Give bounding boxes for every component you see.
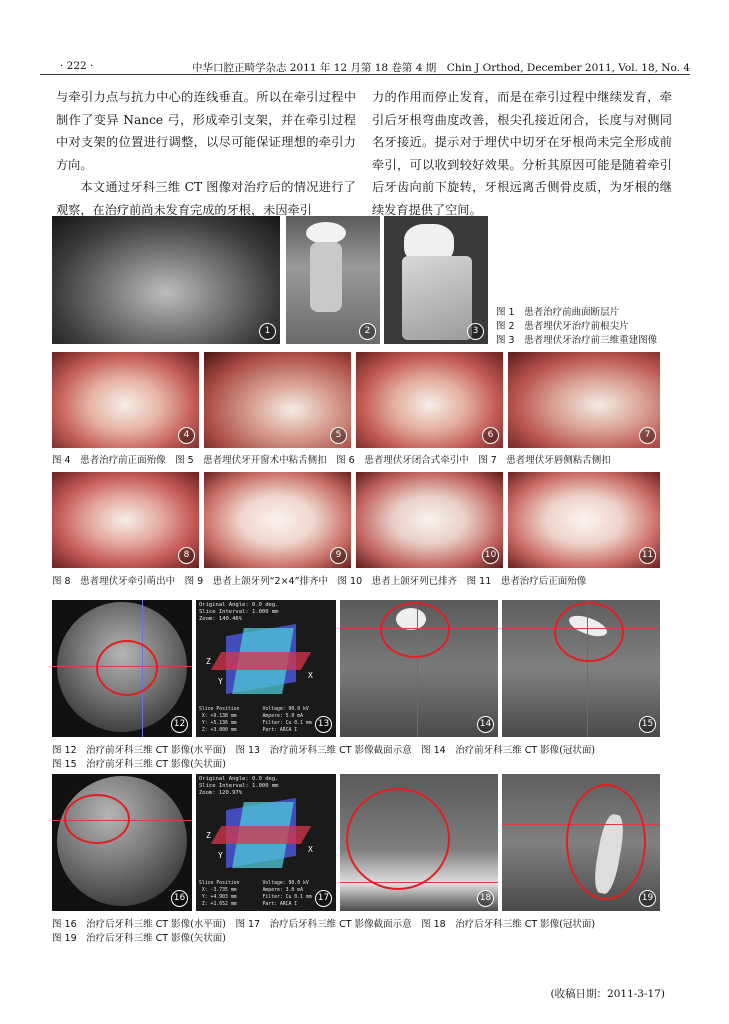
text-column-left bbox=[56, 86, 356, 221]
figure-number: 7 bbox=[639, 427, 656, 444]
figure-16-ct-axial bbox=[52, 774, 192, 911]
caption-ct-post-line-1: 图 16 治疗后牙科三维 CT 影像(水平面) 图 17 治疗后牙科三维 CT 影像截面示意 图 18 治疗后牙科三维 CT 影像(冠状面) bbox=[52, 919, 596, 930]
figure-8-photo bbox=[52, 472, 199, 568]
caption-row-3: 图 8 患者埋伏牙牵引萌出中 图 9 患者上颌牙列“2×4”排齐中 图 10 患者上颌牙列已排齐 图 11 患者治疗后正面殆像 bbox=[52, 576, 587, 587]
caption-row-2: 图 4 患者治疗前正面殆像 图 5 患者埋伏牙开窗术中粘舌侧扣 图 6 患者埋伏牙闭合式牵引中 图 7 患者埋伏牙唇侧粘舌侧扣 bbox=[52, 455, 611, 466]
figure-2-periapical-radiograph bbox=[286, 216, 380, 344]
figure-12-ct-axial bbox=[52, 600, 192, 737]
figure-3-3d-reconstruction bbox=[384, 216, 488, 344]
axis-label-x: X bbox=[308, 671, 313, 680]
figure-15-ct-sagittal bbox=[502, 600, 660, 737]
figure-number: 3 bbox=[467, 323, 484, 340]
running-header bbox=[40, 58, 690, 75]
figure-number: 18 bbox=[477, 890, 494, 907]
ct-overlay-text: Slice Position Voltage: 90.0 kV X: -3.735 mm Ampere: 3.0 mA Y: +4.903 mm Filter: Cu 0.1 mm Z: +1.652 mm Part: ARCA I bbox=[199, 881, 312, 907]
figure-number: 2 bbox=[359, 323, 376, 340]
figure-number: 9 bbox=[330, 547, 347, 564]
figure-10-photo bbox=[356, 472, 503, 568]
figure-14-ct-coronal bbox=[340, 600, 498, 737]
figure-7-photo bbox=[508, 352, 660, 448]
axis-label-z: Z bbox=[206, 657, 211, 666]
paragraph: 力的作用而停止发育，而是在牵引过程中继续发育，牵引后牙根弯曲度改善，根尖孔接近闭合，长度与对侧同名牙接近。提示对于埋伏中切牙在牙根尚未完全形成前牵引，可以收到较好效果。分析其原因可能是随着牵引后牙齿向前下旋转，牙根远离舌侧骨皮质，为牙根的继续发育提供了空间。 bbox=[372, 90, 672, 217]
caption-ct-post-line-2: 图 19 治疗后牙科三维 CT 影像(矢状面) bbox=[52, 933, 226, 944]
figure-number: 19 bbox=[639, 890, 656, 907]
figure-6-photo bbox=[356, 352, 503, 448]
figure-5-photo bbox=[204, 352, 351, 448]
figure-number: 1 bbox=[259, 323, 276, 340]
ct-overlay-text: Original Angle: 0.0 deg. Slice Interval: 1.000 mm Zoom: 120.97% bbox=[199, 776, 279, 796]
figure-13-ct-section-diagram bbox=[196, 600, 336, 737]
axis-label-y: Y bbox=[218, 677, 223, 686]
figure-18-ct-coronal bbox=[340, 774, 498, 911]
figure-9-photo bbox=[204, 472, 351, 568]
figure-number: 11 bbox=[639, 547, 656, 564]
figure-number: 15 bbox=[639, 716, 656, 733]
paragraph: 与牵引力点与抗力中心的连线垂直。所以在牵引过程中制作了变异 Nance 弓，形成牵引支架，并在牵引过程中对支架的位置进行调整，以尽可能保证理想的牵引力方向。 bbox=[56, 90, 356, 172]
figure-number: 4 bbox=[178, 427, 195, 444]
text-column-right bbox=[372, 86, 672, 221]
figure-17-ct-section-diagram bbox=[196, 774, 336, 911]
received-date: (收稿日期：2011-3-17) bbox=[550, 988, 665, 1000]
caption-ct-pre-line-1: 图 12 治疗前牙科三维 CT 影像(水平面) 图 13 治疗前牙科三维 CT 影像截面示意 图 14 治疗前牙科三维 CT 影像(冠状面) bbox=[52, 745, 596, 756]
figure-19-ct-sagittal bbox=[502, 774, 660, 911]
caption-figure-2: 图 2 患者埋伏牙治疗前根尖片 bbox=[496, 321, 629, 332]
ct-overlay-text: Slice Position Voltage: 90.0 kV X: +9.138 mm Ampere: 5.0 mA Y: +5.136 mm Filter: Cu 0.1 mm Z: +3.000 mm Part: ARCA I bbox=[199, 707, 312, 733]
figure-number: 17 bbox=[315, 890, 332, 907]
axis-label-z: Z bbox=[206, 831, 211, 840]
journal-citation: 中华口腔正畸学杂志 2011 年 12 月第 18 卷第 4 期 Chin J Orthod, December 2011, Vol. 18, No. 4 bbox=[191, 62, 690, 74]
figure-number: 16 bbox=[171, 890, 188, 907]
caption-figure-1: 图 1 患者治疗前曲面断层片 bbox=[496, 307, 620, 318]
figure-4-photo bbox=[52, 352, 199, 448]
ct-overlay-text: Original Angle: 0.0 deg. Slice Interval: 1.000 mm Zoom: 140.46% bbox=[199, 602, 279, 622]
figure-11-photo bbox=[508, 472, 660, 568]
figure-number: 14 bbox=[477, 716, 494, 733]
figure-number: 10 bbox=[482, 547, 499, 564]
figure-number: 13 bbox=[315, 716, 332, 733]
axis-label-y: Y bbox=[218, 851, 223, 860]
figure-number: 12 bbox=[171, 716, 188, 733]
caption-figure-3: 图 3 患者埋伏牙治疗前三维重建图像 bbox=[496, 335, 658, 346]
page-number: · 222 · bbox=[60, 60, 94, 72]
figure-1-panoramic-radiograph bbox=[52, 216, 280, 344]
paragraph: 本文通过牙科三维 CT 图像对治疗后的情况进行了观察，在治疗前尚未发育完成的牙根，未因牵引 bbox=[56, 180, 356, 217]
figure-number: 8 bbox=[178, 547, 195, 564]
caption-ct-pre-line-2: 图 15 治疗前牙科三维 CT 影像(矢状面) bbox=[52, 759, 226, 770]
axis-label-x: X bbox=[308, 845, 313, 854]
figure-number: 5 bbox=[330, 427, 347, 444]
figure-number: 6 bbox=[482, 427, 499, 444]
